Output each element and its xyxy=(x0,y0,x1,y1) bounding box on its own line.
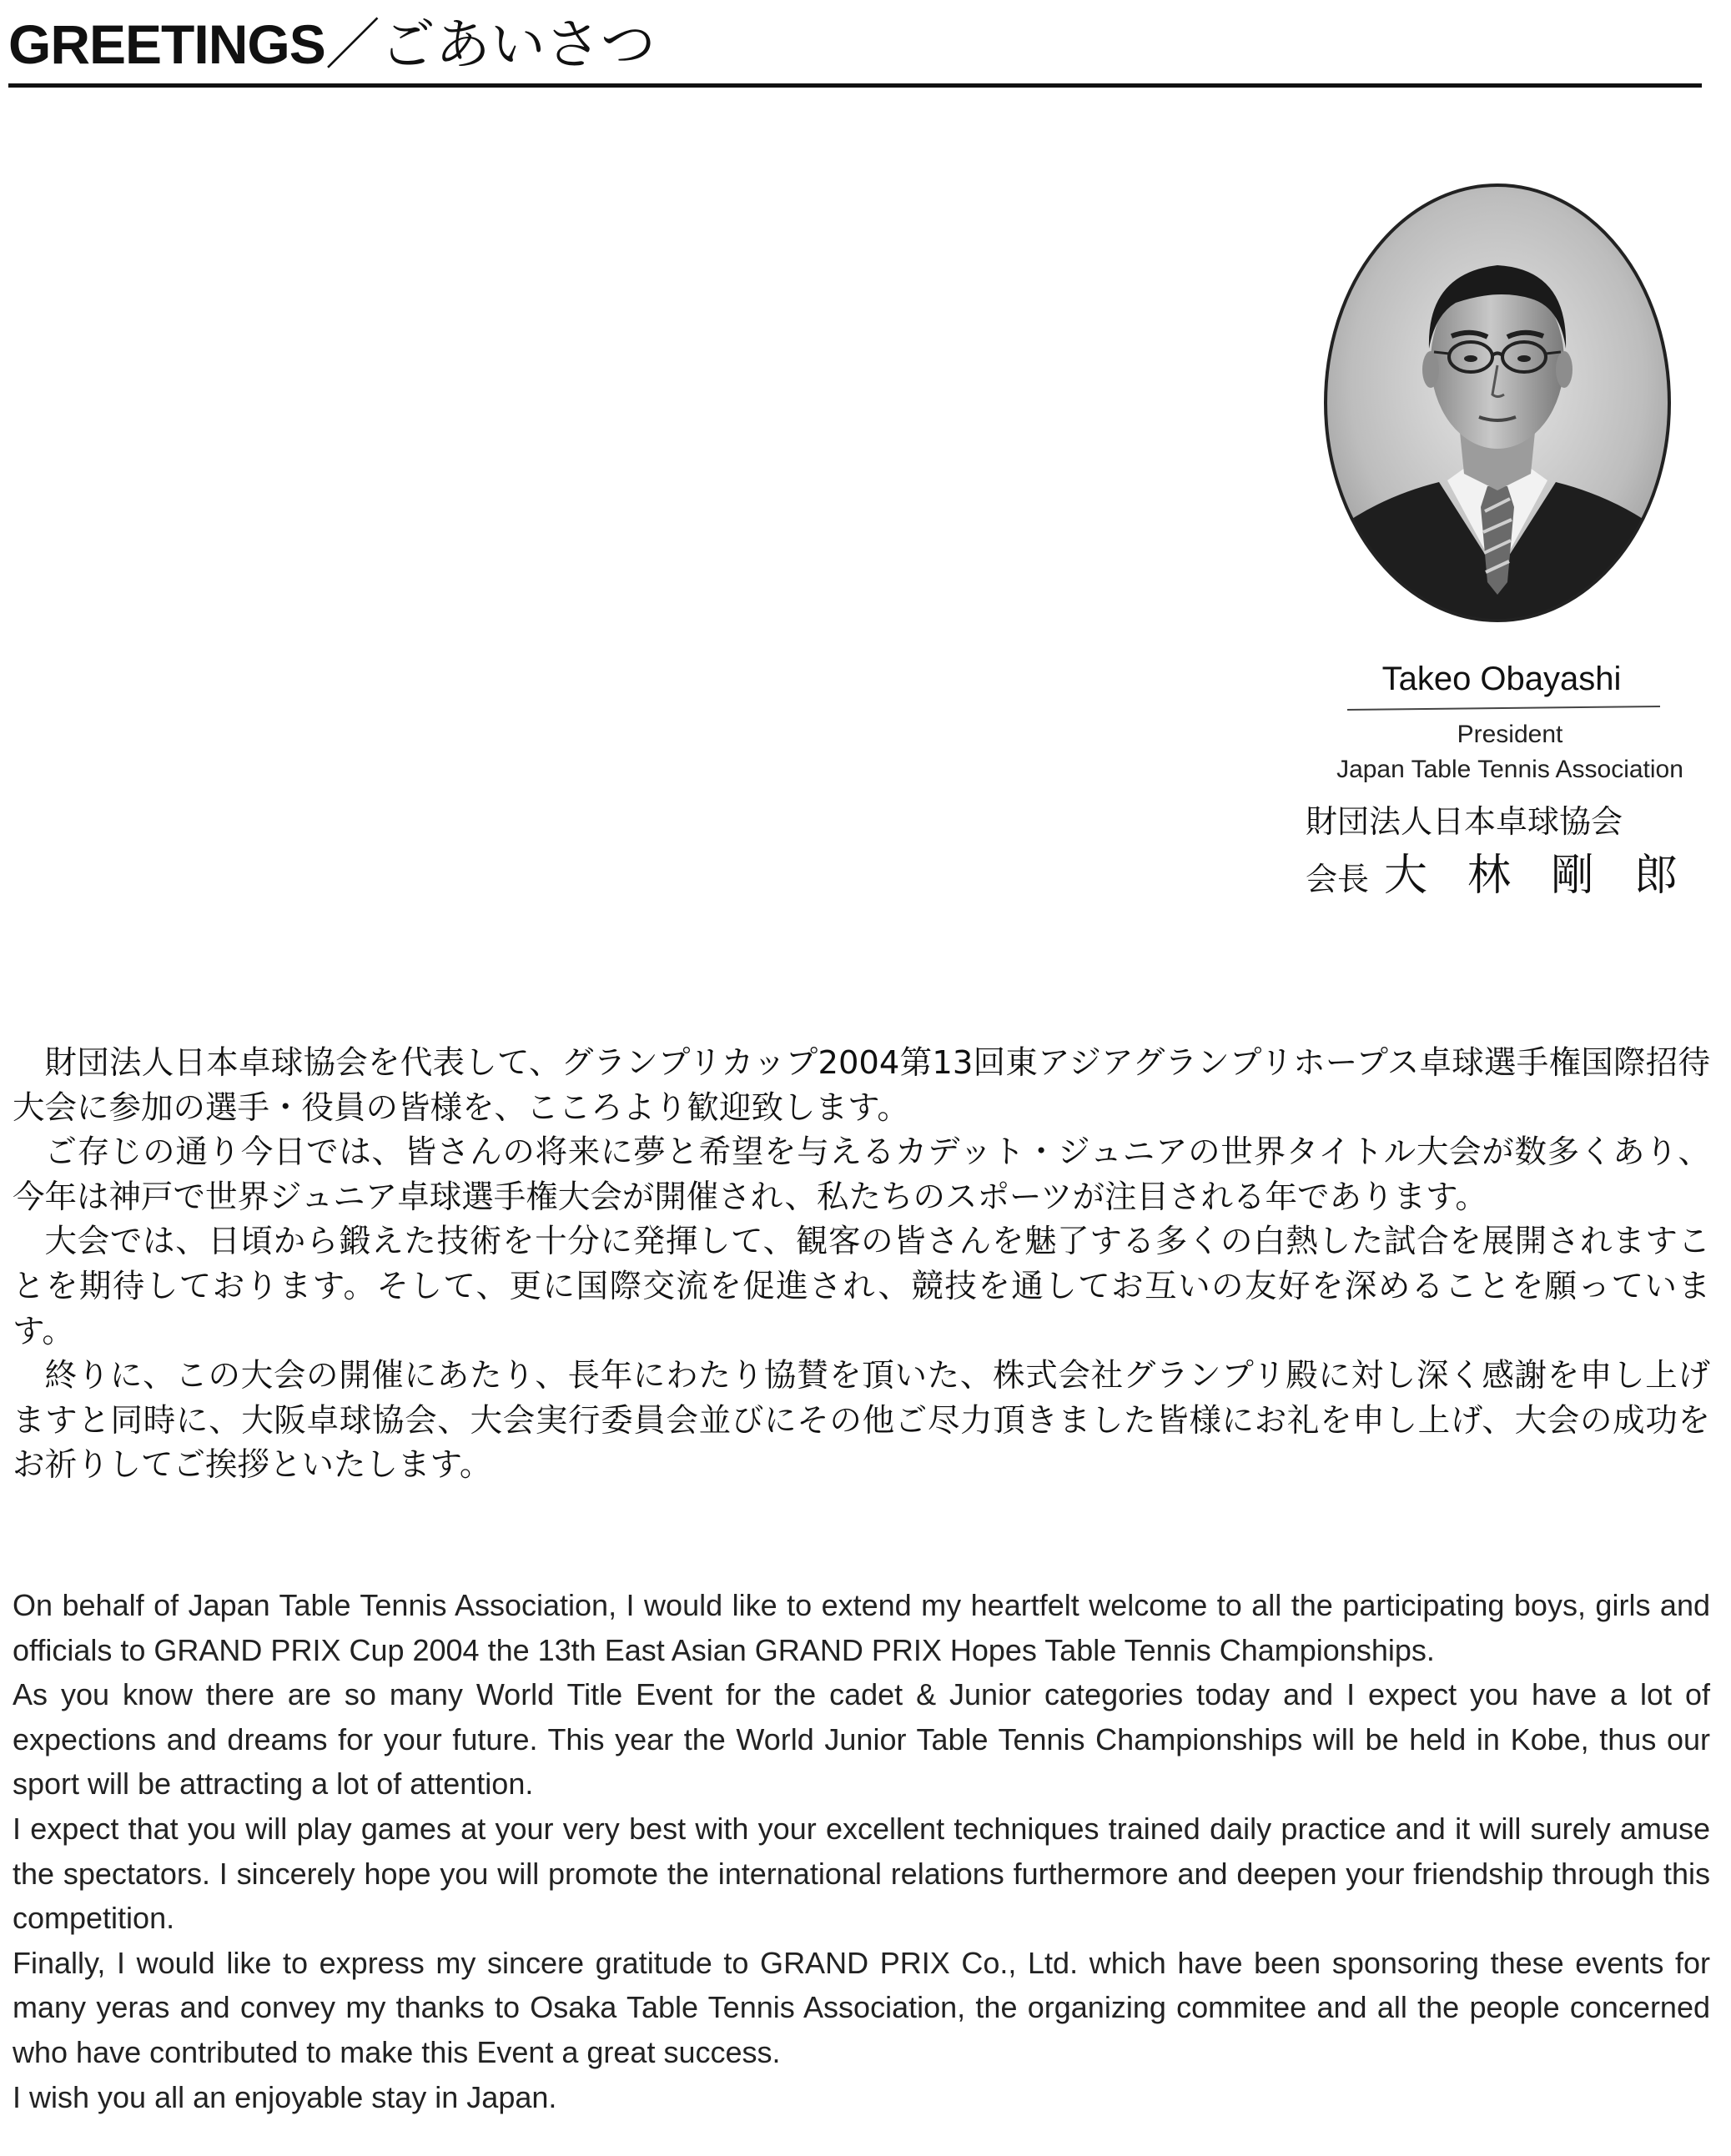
greeting-text-english xyxy=(13,1583,1710,2119)
president-name-jp: 大林剛郎 xyxy=(1384,851,1718,901)
page-title xyxy=(8,7,656,83)
president-org-jp: 財団法人日本卓球協会 xyxy=(1306,803,1623,840)
jp-paragraph: 終りに、この大会の開催にあたり、長年にわたり協賛を頂いた、株式会社グランプリ殿に対し深く感謝を申し上げますと同時に、大阪卓球協会、大会実行委員会並びにその他ご尽力頂きました皆様にお礼を申し上げ、大会の成功をお祈りしてご挨拶といたします。 xyxy=(13,1357,1710,1485)
en-paragraph: Finally, I would like to express my sincere gratitude to GRAND PRIX Co., Ltd. which have been sponsoring these events for many yeras and convey my thanks to Osaka Table Tennis Association, the organizing commitee and all the people concerned who have contributed to make this Event a great success. xyxy=(13,1945,1710,2069)
portrait-photo xyxy=(1322,182,1673,624)
greeting-text-japanese xyxy=(13,1041,1710,1488)
name-underline xyxy=(1347,706,1660,711)
jp-paragraph: 財団法人日本卓球協会を代表して、グランプリカップ2004第13回東アジアグランプリホープス卓球選手権国際招待大会に参加の選手・役員の皆様を、こころより歓迎致します。 xyxy=(13,1044,1710,1127)
en-paragraph: I expect that you will play games at your very best with your excellent techniques trained daily practice and it will surely amuse the spectators. I sincerely hope you will promote the international relations furthermore and deepen your friendship through this competition. xyxy=(13,1811,1710,1936)
en-paragraph: As you know there are so many World Title Event for the cadet & Junior categories today and I expect you have a lot of expections and dreams for your future. This year the World Junior Table Tennis Championships will be held in Kobe, thus our sport will be attracting a lot of attention. xyxy=(13,1677,1710,1802)
president-role-jp: 会長 xyxy=(1306,861,1370,897)
president-role-en: President xyxy=(1457,721,1563,748)
jp-paragraph: 大会では、日頃から鍛えた技術を十分に発揮して、観客の皆さんを魅了する多くの白熱した試合を展開されますことを期待しております。そして、更に国際交流を促進され、競技を通してお互いの友好を深めることを願っています。 xyxy=(13,1223,1710,1350)
en-paragraph: On behalf of Japan Table Tennis Association, I would like to extend my heartfelt welcome to all the participating boys, girls and officials to GRAND PRIX Cup 2004 the 13th East Asian GRAND PRIX Hopes Table Tennis Championships. xyxy=(13,1588,1710,1667)
president-name-en: Takeo Obayashi xyxy=(1381,661,1622,697)
page-header xyxy=(8,7,1702,86)
en-paragraph: I wish you all an enjoyable stay in Japan. xyxy=(13,2079,557,2114)
president-affiliation-en xyxy=(1301,717,1718,787)
header-divider xyxy=(8,83,1702,88)
jp-paragraph: ご存じの通り今日では、皆さんの将来に夢と希望を与えるカデット・ジュニアの世界タイトル大会が数多くあり、今年は神戸で世界ジュニア卓球選手権大会が開催され、私たちのスポーツが注目される年であります。 xyxy=(13,1133,1710,1216)
page-title-japanese: ／ごあいさつ xyxy=(325,13,656,77)
portrait-photo-icon xyxy=(1322,182,1673,624)
page-title-latin: GREETINGS xyxy=(8,13,325,75)
president-title-jp xyxy=(1306,847,1718,915)
president-org-en: Japan Table Tennis Association xyxy=(1336,756,1683,783)
